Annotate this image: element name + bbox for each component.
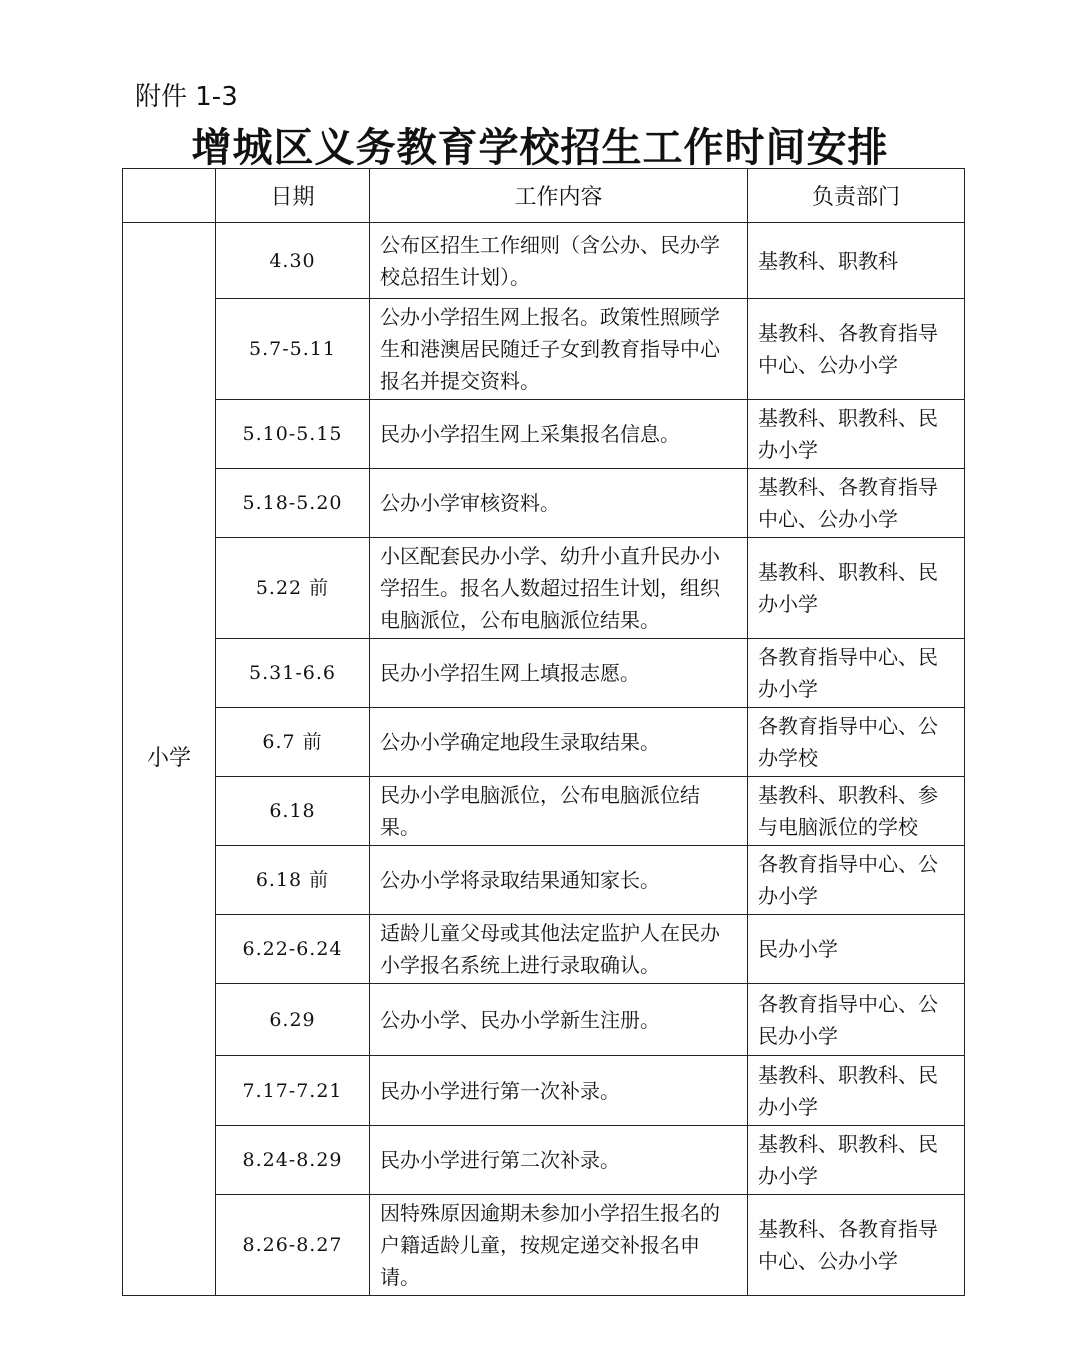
table-body: [123, 223, 965, 1296]
content-cell: 小区配套民办小学、幼升小直升民办小学招生。报名人数超过招生计划，组织电脑派位，公布电脑派位结果。: [370, 538, 748, 639]
content-cell: 适龄儿童父母或其他法定监护人在民办小学报名系统上进行录取确认。: [370, 915, 748, 984]
date-cell: 6.22-6.24: [216, 915, 370, 984]
date-cell: 5.18-5.20: [216, 469, 370, 538]
date-cell: 7.17-7.21: [216, 1056, 370, 1126]
dept-cell: 基教科、职教科、民办小学: [748, 1126, 965, 1195]
content-cell: 公办小学确定地段生录取结果。: [370, 708, 748, 777]
content-cell: 公办小学、民办小学新生注册。: [370, 984, 748, 1056]
table-row: [123, 846, 965, 915]
schedule-table: [122, 168, 965, 1296]
date-cell: 5.10-5.15: [216, 400, 370, 469]
table-row: [123, 1056, 965, 1126]
dept-cell: 基教科、各教育指导中心、公办小学: [748, 1195, 965, 1296]
dept-cell: 各教育指导中心、公民办小学: [748, 984, 965, 1056]
level-cell: 小学: [123, 223, 216, 1296]
date-cell: 6.29: [216, 984, 370, 1056]
date-cell: 5.31-6.6: [216, 639, 370, 708]
content-cell: 公布区招生工作细则（含公办、民办学校总招生计划）。: [370, 223, 748, 299]
table-row: [123, 639, 965, 708]
dept-cell: 基教科、各教育指导中心、公办小学: [748, 469, 965, 538]
content-cell: 因特殊原因逾期未参加小学招生报名的户籍适龄儿童，按规定递交补报名申请。: [370, 1195, 748, 1296]
header-date: 日期: [216, 169, 370, 223]
document-title: 增城区义务教育学校招生工作时间安排: [191, 125, 889, 171]
content-cell: 民办小学招生网上填报志愿。: [370, 639, 748, 708]
table-row: [123, 1126, 965, 1195]
content-cell: 公办小学审核资料。: [370, 469, 748, 538]
table-row: [123, 223, 965, 299]
date-cell: 6.18 前: [216, 846, 370, 915]
content-cell: 民办小学电脑派位，公布电脑派位结果。: [370, 777, 748, 846]
dept-cell: 各教育指导中心、民办小学: [748, 639, 965, 708]
dept-cell: 基教科、职教科、参与电脑派位的学校: [748, 777, 965, 846]
content-cell: 公办小学将录取结果通知家长。: [370, 846, 748, 915]
content-cell: 民办小学进行第二次补录。: [370, 1126, 748, 1195]
table-row: [123, 1195, 965, 1296]
dept-cell: 基教科、职教科: [748, 223, 965, 299]
dept-cell: 基教科、职教科、民办小学: [748, 1056, 965, 1126]
content-cell: 民办小学进行第一次补录。: [370, 1056, 748, 1126]
header-level: [123, 169, 216, 223]
attachment-label: 附件 1-3: [135, 82, 238, 112]
dept-cell: 民办小学: [748, 915, 965, 984]
dept-cell: 基教科、各教育指导中心、公办小学: [748, 299, 965, 400]
table-row: [123, 400, 965, 469]
date-cell: 8.24-8.29: [216, 1126, 370, 1195]
content-cell: 公办小学招生网上报名。政策性照顾学生和港澳居民随迁子女到教育指导中心报名并提交资料。: [370, 299, 748, 400]
date-cell: 8.26-8.27: [216, 1195, 370, 1296]
table-row: [123, 708, 965, 777]
content-cell: 民办小学招生网上采集报名信息。: [370, 400, 748, 469]
table-row: [123, 299, 965, 400]
table-row: [123, 469, 965, 538]
dept-cell: 基教科、职教科、民办小学: [748, 400, 965, 469]
date-cell: 6.7 前: [216, 708, 370, 777]
date-cell: 4.30: [216, 223, 370, 299]
dept-cell: 各教育指导中心、公办学校: [748, 708, 965, 777]
table-row: [123, 915, 965, 984]
date-cell: 5.22 前: [216, 538, 370, 639]
header-content: 工作内容: [370, 169, 748, 223]
table-row: [123, 777, 965, 846]
header-dept: 负责部门: [748, 169, 965, 223]
table-header-row: [123, 169, 965, 223]
date-cell: 5.7-5.11: [216, 299, 370, 400]
table-row: [123, 538, 965, 639]
dept-cell: 各教育指导中心、公办小学: [748, 846, 965, 915]
date-cell: 6.18: [216, 777, 370, 846]
dept-cell: 基教科、职教科、民办小学: [748, 538, 965, 639]
table-row: [123, 984, 965, 1056]
